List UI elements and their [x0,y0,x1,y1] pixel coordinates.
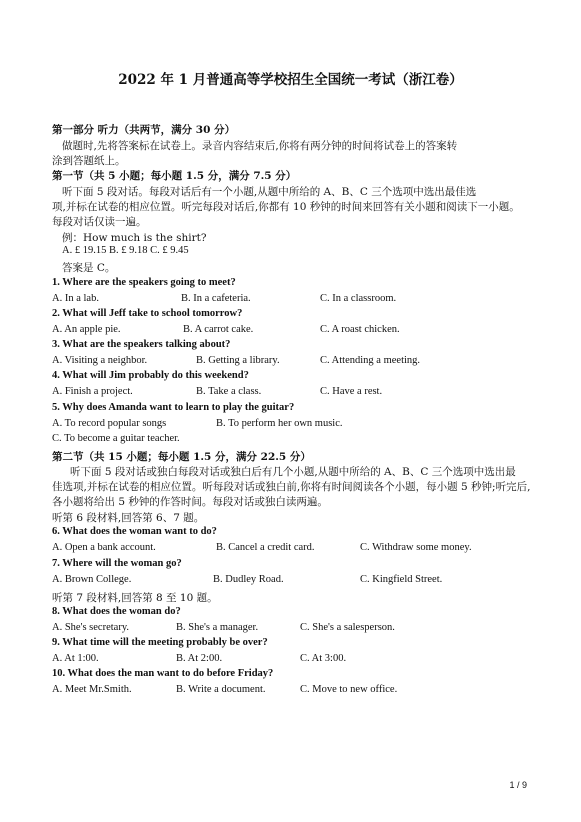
question-9: 9. What time will the meeting probably be over? [52,637,268,648]
question-6-option-b: B. Cancel a credit card. [216,542,315,553]
question-2-option-b: B. A carrot cake. [183,324,254,335]
section2-instruction-line2: 佳选项,并标在试卷的相应位置。听每段对话或独白前,你将有时间阅读各个小题，每小题 5 秒钟;听完后, [52,481,531,493]
question-9-option-c: C. At 3:00. [300,653,347,664]
question-8-option-c: C. She's a salesperson. [300,622,395,633]
part1-heading: 第一部分 听力（共两节，满分 30 分） [52,124,236,136]
section1-instruction-line1: 听下面 5 段对话。每段对话后有一个小题,从题中所给的 A、B、C 三个选项中选出最佳选 [62,186,477,198]
example-answer: 答案是 C。 [62,262,116,274]
question-10-option-c: C. Move to new office. [300,684,398,695]
question-6-option-a: A. Open a bank account. [52,542,156,553]
question-5-option-a: A. To record popular songs [52,418,167,429]
question-8-option-a: A. She's secretary. [52,622,130,633]
question-5-option-b: B. To perform her own music. [216,418,343,429]
question-5-option-c: C. To become a guitar teacher. [52,433,180,444]
page-title: 2022 年 1 月普通高等学校招生全国统一考试（浙江卷） [118,72,463,88]
question-4-option-c: C. Have a rest. [320,386,383,397]
listen-material-7: 听第 7 段材料,回答第 8 至 10 题。 [52,592,218,604]
question-3: 3. What are the speakers talking about? [52,339,231,350]
question-1-option-b: B. In a cafeteria. [181,293,251,304]
question-6-option-c: C. Withdraw some money. [360,542,472,553]
question-7-option-c: C. Kingfield Street. [360,574,443,585]
question-5: 5. Why does Amanda want to learn to play the guitar? [52,402,295,413]
question-10: 10. What does the man want to do before Friday? [52,668,274,679]
question-8-option-b: B. She's a manager. [176,622,259,633]
question-7-option-b: B. Dudley Road. [213,574,284,585]
example-question: 例：How much is the shirt? [62,232,207,244]
question-2-option-a: A. An apple pie. [52,324,121,335]
question-3-option-a: A. Visiting a neighbor. [52,355,148,366]
question-8: 8. What does the woman do? [52,606,181,617]
question-10-option-b: B. Write a document. [176,684,266,695]
question-6: 6. What does the woman want to do? [52,526,217,537]
question-2-option-c: C. A roast chicken. [320,324,400,335]
example-options: A. £ 19.15 B. £ 9.18 C. £ 9.45 [62,245,189,256]
question-10-option-a: A. Meet Mr.Smith. [52,684,132,695]
section2-instruction-line1: 听下面 5 段对话或独白每段对话或独白后有几个小题,从题中所给的 A、B、C 三个选项中选出最 [70,466,516,478]
question-3-option-b: B. Getting a library. [196,355,280,366]
question-1: 1. Where are the speakers going to meet? [52,277,236,288]
section1-instruction-line2: 项,并标在试卷的相应位置。听完每段对话后,你都有 10 秒钟的时间来回答有关小题和阅读下一小题。 [52,201,520,213]
question-1-option-a: A. In a lab. [52,293,99,304]
question-1-option-c: C. In a classroom. [320,293,397,304]
section1-heading: 第一节（共 5 小题；每小题 1.5 分，满分 7.5 分） [52,170,297,182]
question-9-option-b: B. At 2:00. [176,653,223,664]
question-9-option-a: A. At 1:00. [52,653,99,664]
part1-instruction-line2: 涂到答题纸上。 [52,155,126,167]
listen-material-6: 听第 6 段材料,回答第 6、7 题。 [52,512,205,524]
part1-instruction-line1: 做题时,先将答案标在试卷上。录音内容结束后,你将有两分钟的时间将试卷上的答案转 [62,140,458,152]
question-4-option-a: A. Finish a project. [52,386,133,397]
question-2: 2. What will Jeff take to school tomorrow? [52,308,243,319]
section2-heading: 第二节（共 15 小题；每小题 1.5 分，满分 22.5 分） [52,451,311,463]
section2-instruction-line3: 各小题将给出 5 秒钟的作答时间。每段对话或独白读两遍。 [52,496,328,508]
question-3-option-c: C. Attending a meeting. [320,355,421,366]
question-4: 4. What will Jim probably do this weekend? [52,370,249,381]
question-4-option-b: B. Take a class. [196,386,262,397]
question-7: 7. Where will the woman go? [52,558,182,569]
section1-instruction-line3: 每段对话仅读一遍。 [52,216,147,228]
page-number: 1 / 9 [509,780,527,790]
question-7-option-a: A. Brown College. [52,574,132,585]
